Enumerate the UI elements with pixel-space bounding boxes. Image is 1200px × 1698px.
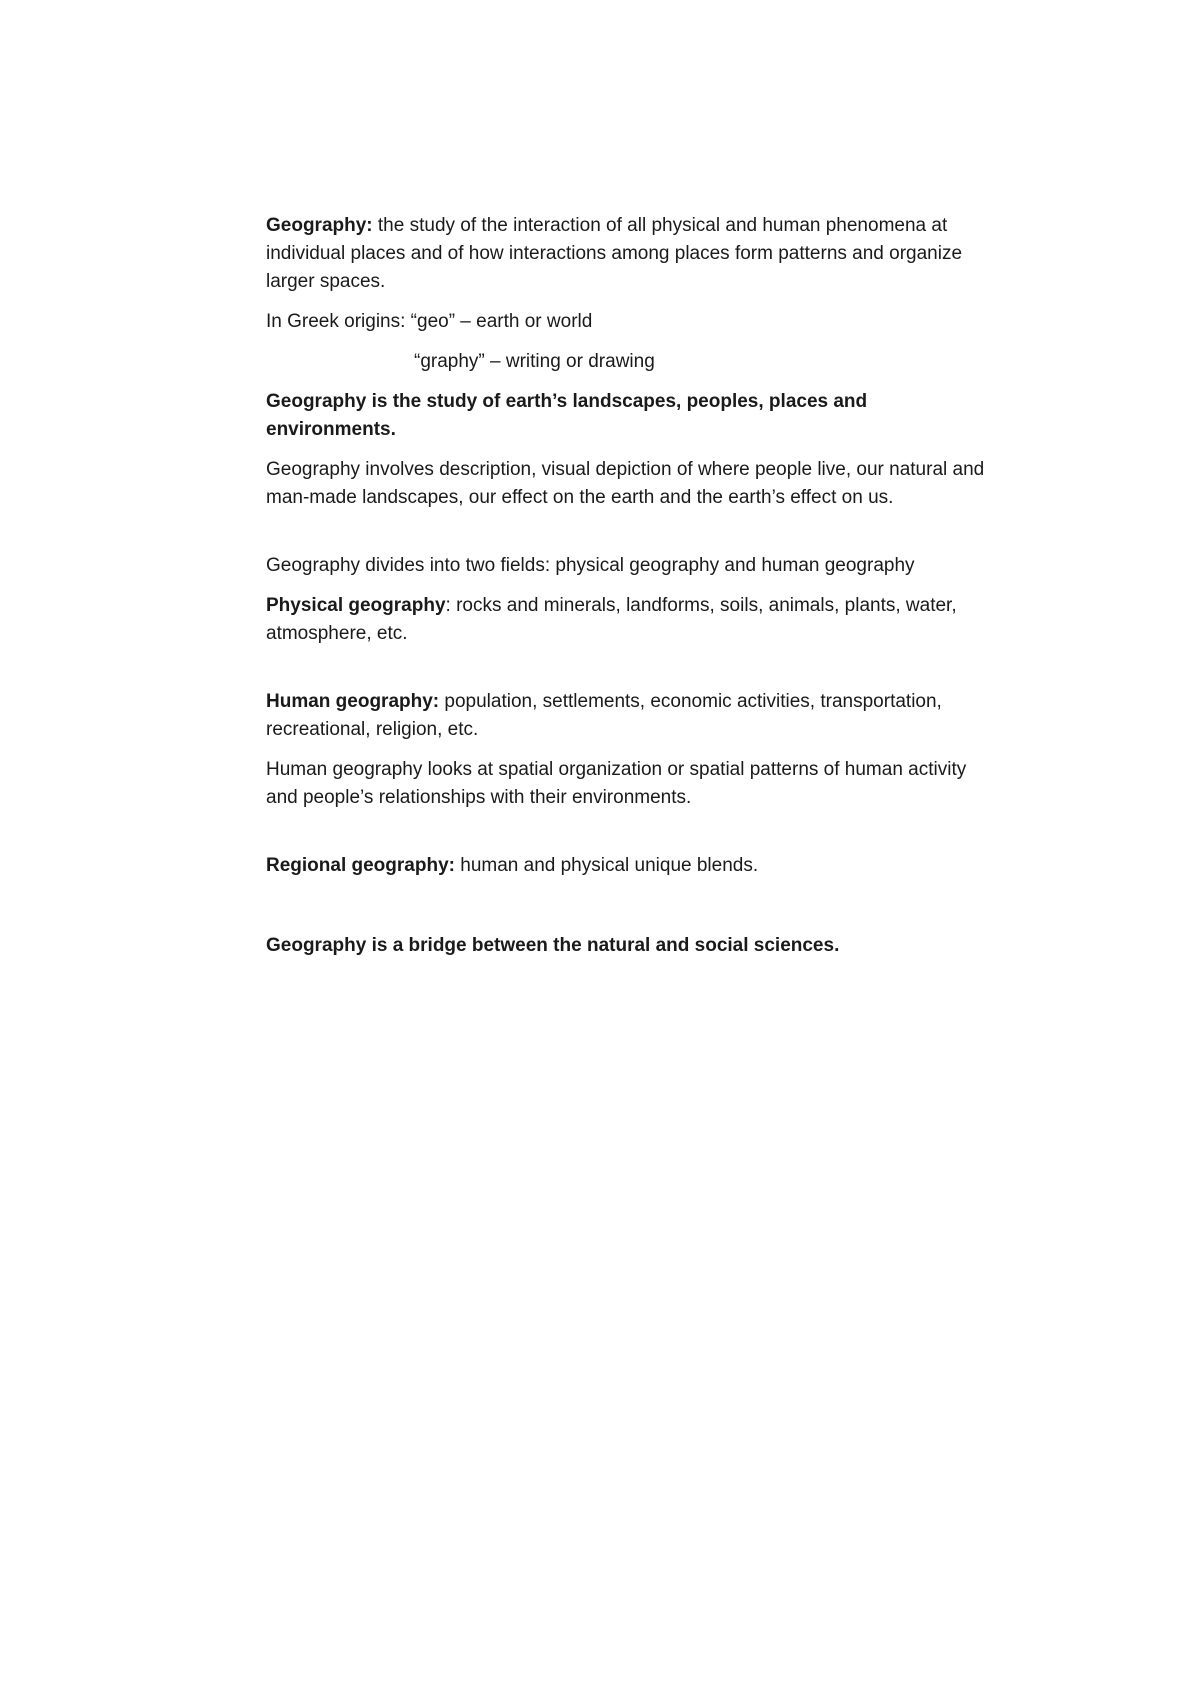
definition-physical-geography-text: : rocks and minerals, landforms, soils, animals, plants, water, atmosphere, etc. [266, 595, 957, 644]
definition-human-geography-text: population, settlements, economic activities, transportation, recreational, religion, etc. [266, 691, 942, 740]
definition-geography-text: the study of the interaction of all physical and human phenomena at individual places and of how interactions among places form patterns and organize larger spaces. [266, 215, 963, 292]
geography-summary-statement: Geography is the study of earth’s landscapes, peoples, places and environments. [266, 391, 868, 440]
greek-origins-geo: In Greek origins: “geo” – earth or world [266, 311, 593, 332]
document-body [266, 212, 986, 972]
geography-involves-paragraph: Geography involves description, visual depiction of where people live, our natural and man-made landscapes, our effect on the earth and the earth’s effect on us. [266, 459, 985, 508]
term-human-geography: Human geography: [266, 691, 440, 712]
definition-physical-geography [266, 592, 986, 648]
term-geography: Geography: [266, 215, 373, 236]
geography-bridge-statement: Geography is a bridge between the natural and social sciences. [266, 935, 840, 956]
definition-human-geography [266, 688, 986, 744]
term-regional-geography: Regional geography: [266, 855, 455, 876]
definition-regional-geography [266, 852, 986, 880]
term-physical-geography: Physical geography [266, 595, 446, 616]
definition-geography [266, 212, 986, 296]
geography-fields-paragraph: Geography divides into two fields: physical geography and human geography [266, 555, 915, 576]
definition-regional-geography-text: human and physical unique blends. [454, 855, 759, 876]
greek-origins-graphy: “graphy” – writing or drawing [414, 351, 655, 372]
human-geography-paragraph: Human geography looks at spatial organization or spatial patterns of human activity and people’s relationships with their environments. [266, 759, 967, 808]
